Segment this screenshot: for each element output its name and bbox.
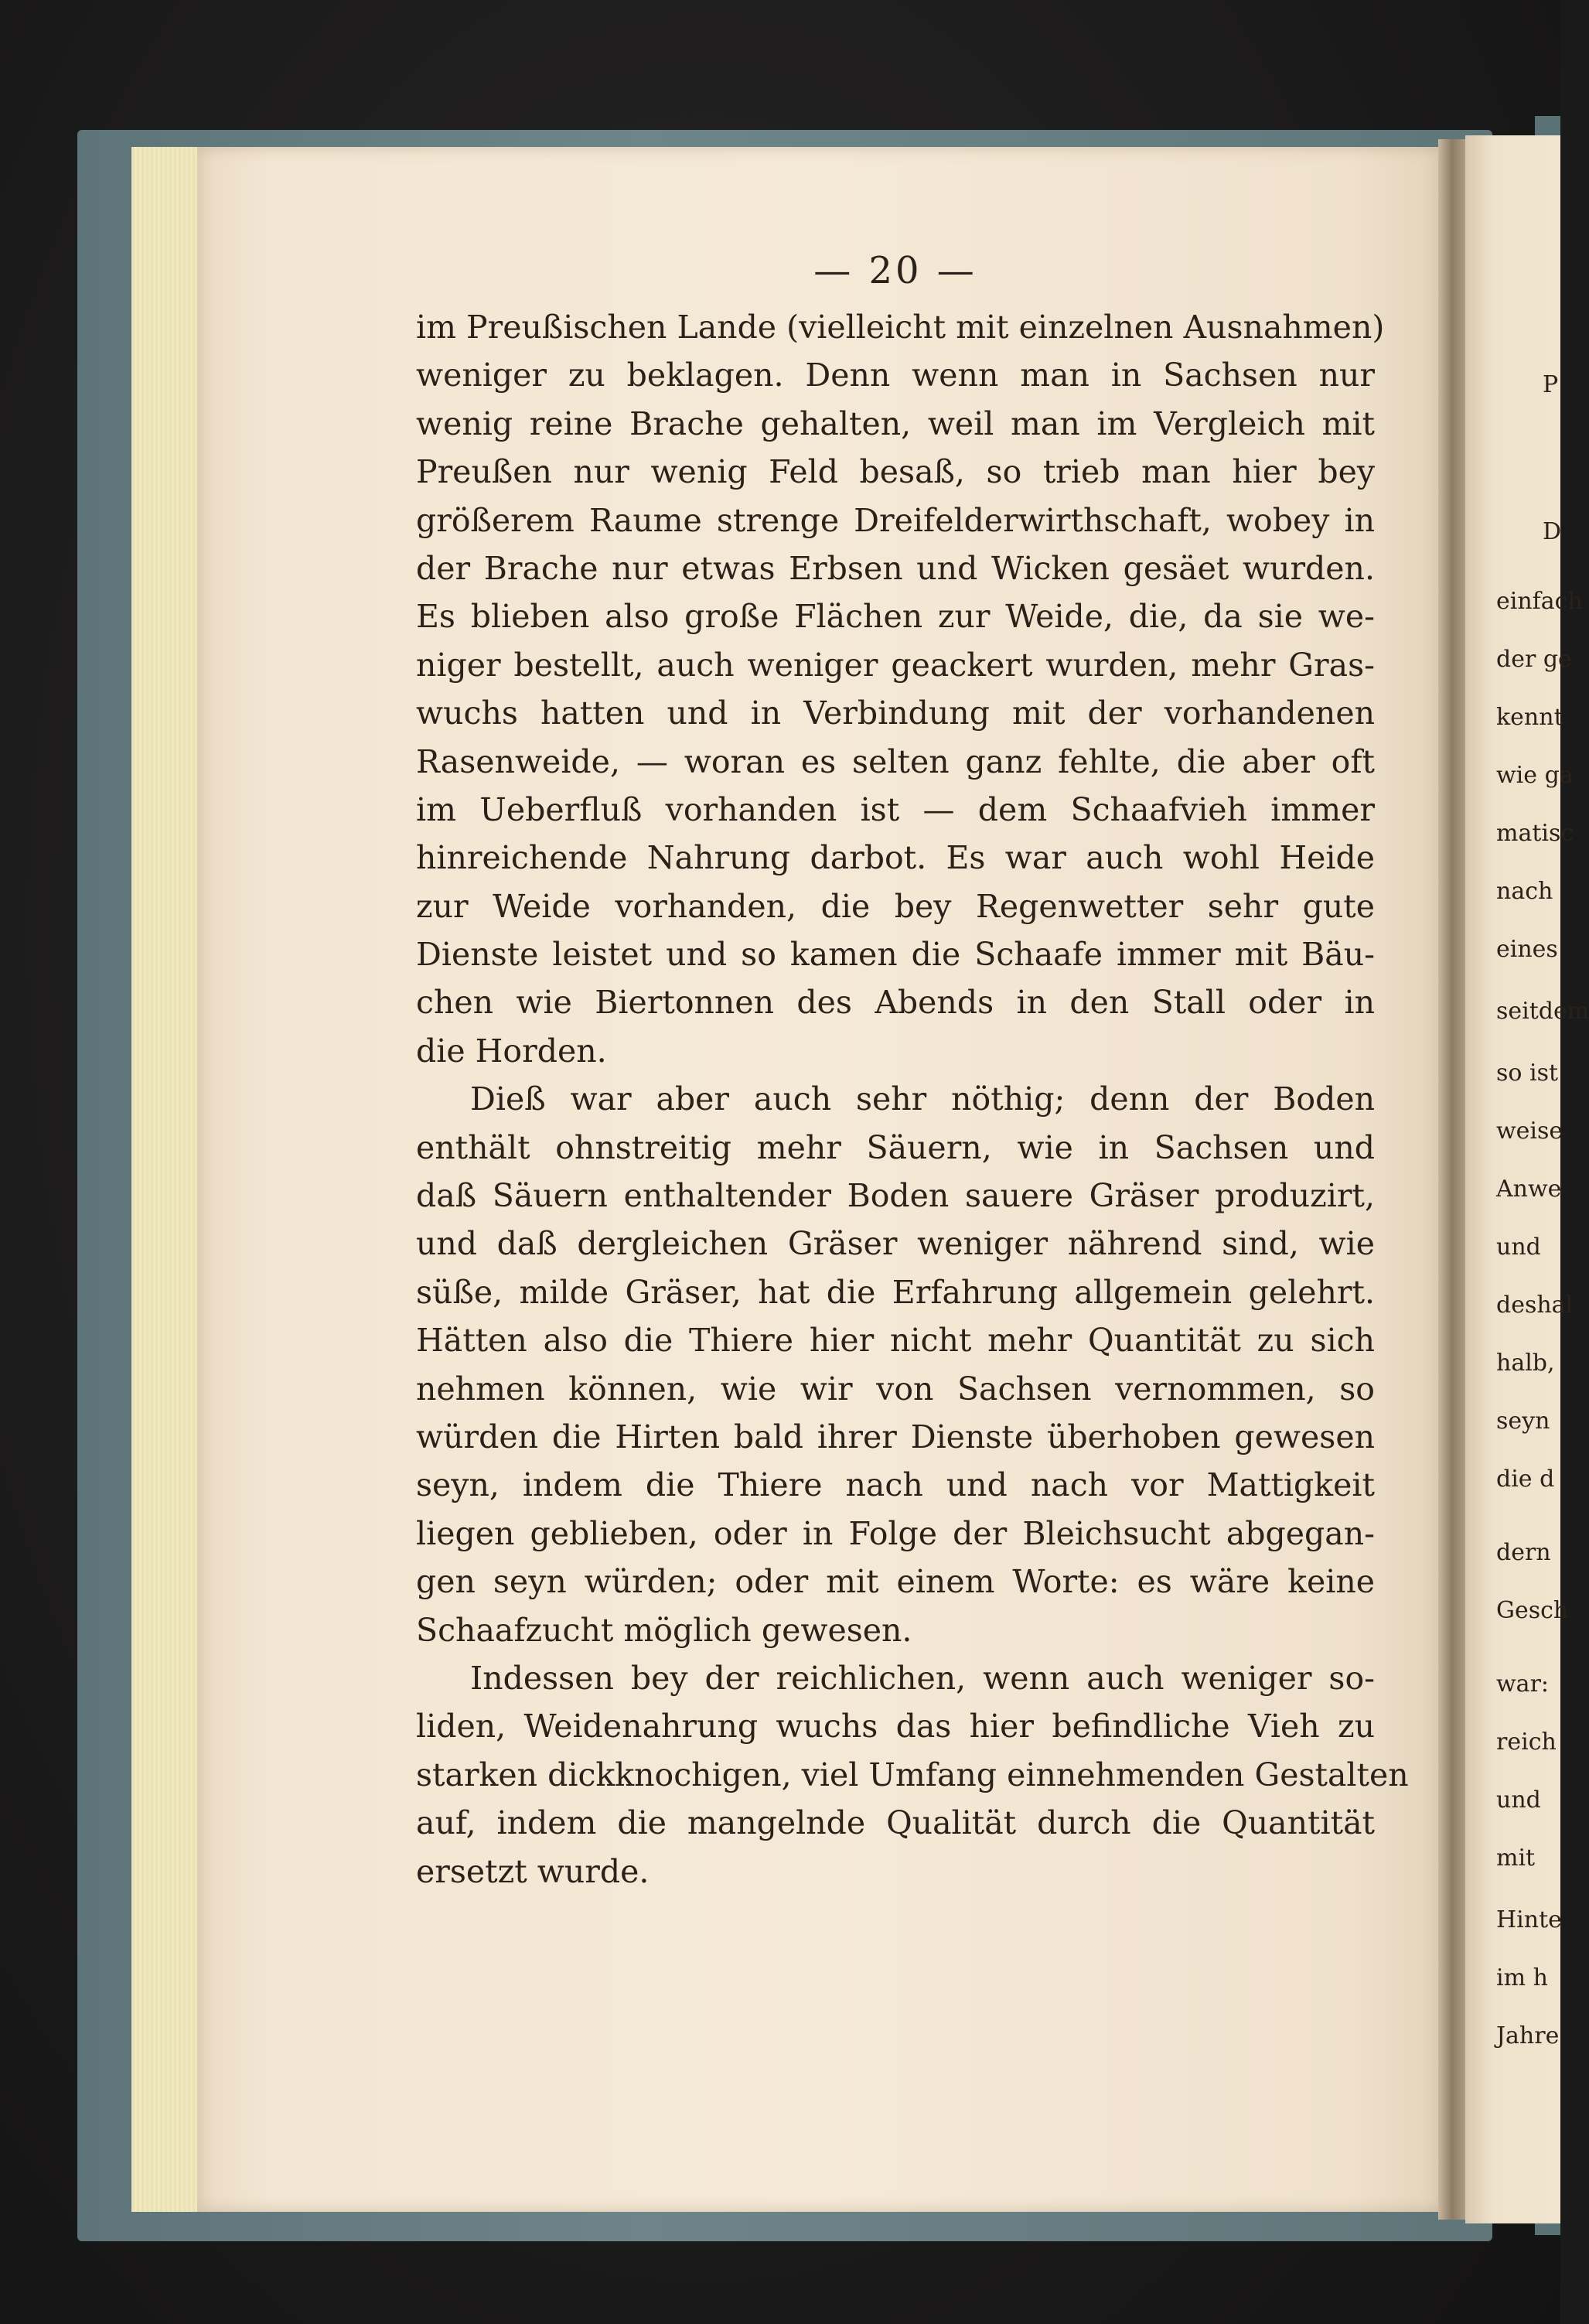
facing-page-fragment: dern: [1496, 1539, 1551, 1566]
text-line: gen seyn würden; oder mit einem Worte: es wäre keine: [416, 1563, 1375, 1601]
text-line: größerem Raume strenge Dreifelderwirthschaft, wobey in: [416, 501, 1375, 539]
text-line: niger bestellt, auch weniger geackert wurden, mehr Gras-: [416, 646, 1375, 684]
text-line: zur Weide vorhanden, die bey Regenwetter sehr gute: [416, 887, 1375, 925]
text-line: Indessen bey der reichlichen, wenn auch weniger so-: [470, 1659, 1375, 1697]
paragraphs: [416, 303, 1409, 1896]
page-number: — 20 —: [813, 249, 977, 292]
facing-page-fragment: im h: [1496, 1964, 1548, 1991]
text-line: liegen geblieben, oder in Folge der Bleichsucht abgegan-: [416, 1514, 1375, 1552]
text-line: Rasenweide, — woran es selten ganz fehlte, die aber oft: [416, 742, 1375, 780]
text-line: würden die Hirten bald ihrer Dienste überhoben gewesen: [416, 1418, 1375, 1455]
page-text: [416, 246, 1409, 1896]
text-line: wenig reine Brache gehalten, weil man im Vergleich mit: [416, 404, 1375, 442]
text-line: Dieß war aber auch sehr nöthig; denn der Boden: [470, 1080, 1375, 1118]
text-line: Schaafzucht möglich gewesen.: [416, 1611, 912, 1649]
facing-page-fragment: war:: [1496, 1670, 1550, 1698]
facing-page-fragment: Gesch: [1496, 1597, 1569, 1624]
facing-page-fragment: Hinte: [1496, 1906, 1562, 1933]
text-line: Hätten also die Thiere hier nicht mehr Quantität zu sich: [416, 1322, 1375, 1360]
facing-page-fragment: und: [1496, 1787, 1541, 1814]
text-line: nehmen können, wie wir von Sachsen vernommen, so: [416, 1370, 1375, 1408]
text-line: auf, indem die mangelnde Qualität durch die Quantität: [416, 1804, 1375, 1842]
text-line: liden, Weidenahrung wuchs das hier befindliche Vieh zu: [416, 1708, 1375, 1746]
facing-page-fragment: reich: [1496, 1728, 1557, 1756]
facing-page-fragment: seyn: [1496, 1408, 1550, 1435]
text-line: im Preußischen Lande (vielleicht mit einzelnen Ausnahmen): [416, 309, 1385, 346]
text-line: Es blieben also große Flächen zur Weide, die, da sie we-: [416, 598, 1375, 636]
text-line: chen wie Biertonnen des Abends in den Stall oder in: [416, 984, 1375, 1022]
paragraph: [416, 1654, 1409, 1896]
facing-page-fragment: wie ga: [1496, 762, 1574, 789]
facing-page-fragment: kennt: [1496, 704, 1563, 731]
facing-page-fragment: und: [1496, 1234, 1541, 1261]
facing-page-fragment: der ge: [1496, 646, 1572, 673]
text-line: daß Säuern enthaltender Boden sauere Gräser produzirt,: [416, 1177, 1375, 1215]
text-line: wuchs hatten und in Verbindung mit der vorhandenen: [416, 694, 1375, 732]
text-line: seyn, indem die Thiere nach und nach vor Mattigkeit: [416, 1466, 1375, 1504]
facing-page-fragment: einfach: [1496, 588, 1583, 615]
text-line: ersetzt wurde.: [416, 1852, 650, 1890]
facing-page-fragment: P: [1543, 371, 1559, 398]
text-line: der Brache nur etwas Erbsen und Wicken gesäet wurden.: [416, 549, 1375, 587]
facing-page-fragment: so ist: [1496, 1060, 1559, 1087]
text-line: starken dickknochigen, viel Umfang einnehmenden Gestalten: [416, 1756, 1409, 1793]
text-line: hinreichende Nahrung darbot. Es war auch wohl Heide: [416, 839, 1375, 877]
facing-page-fragment: deshal: [1496, 1292, 1574, 1319]
paragraph: [416, 303, 1385, 1075]
page-edges: [131, 147, 201, 2212]
facing-page-fragment: halb,: [1496, 1350, 1555, 1377]
facing-page-fragment: Anwe: [1496, 1176, 1562, 1203]
text-line: enthält ohnstreitig mehr Säuern, wie in Sachsen und: [416, 1128, 1375, 1166]
text-line: Dienste leistet und so kamen die Schaafe immer mit Bäu-: [416, 936, 1375, 974]
text-line: Preußen nur wenig Feld besaß, so trieb man hier bey: [416, 453, 1375, 491]
facing-page-fragment: weise: [1496, 1118, 1563, 1145]
facing-page-fragment: Jahre: [1496, 2022, 1560, 2049]
text-line: süße, milde Gräser, hat die Erfahrung allgemein gelehrt.: [416, 1273, 1375, 1311]
text-line: weniger zu beklagen. Denn wenn man in Sachsen nur: [416, 357, 1375, 394]
facing-page-fragment: D: [1543, 518, 1562, 545]
text-line: im Ueberfluß vorhanden ist — dem Schaafvieh immer: [416, 790, 1375, 828]
facing-page-fragment: nach: [1496, 878, 1553, 905]
facing-page-fragment: die d: [1496, 1466, 1555, 1493]
text-line: und daß dergleichen Gräser weniger nährend sind, wie: [416, 1225, 1375, 1263]
facing-page-fragment: mit: [1496, 1845, 1536, 1872]
facing-page-fragment: matisc: [1496, 820, 1574, 847]
facing-page-fragment: seitdem: [1496, 998, 1589, 1025]
paragraph: [416, 1075, 1375, 1654]
text-line: die Horden.: [416, 1032, 607, 1070]
book-gutter: [1438, 139, 1469, 2220]
facing-page-fragment: eines: [1496, 936, 1558, 963]
